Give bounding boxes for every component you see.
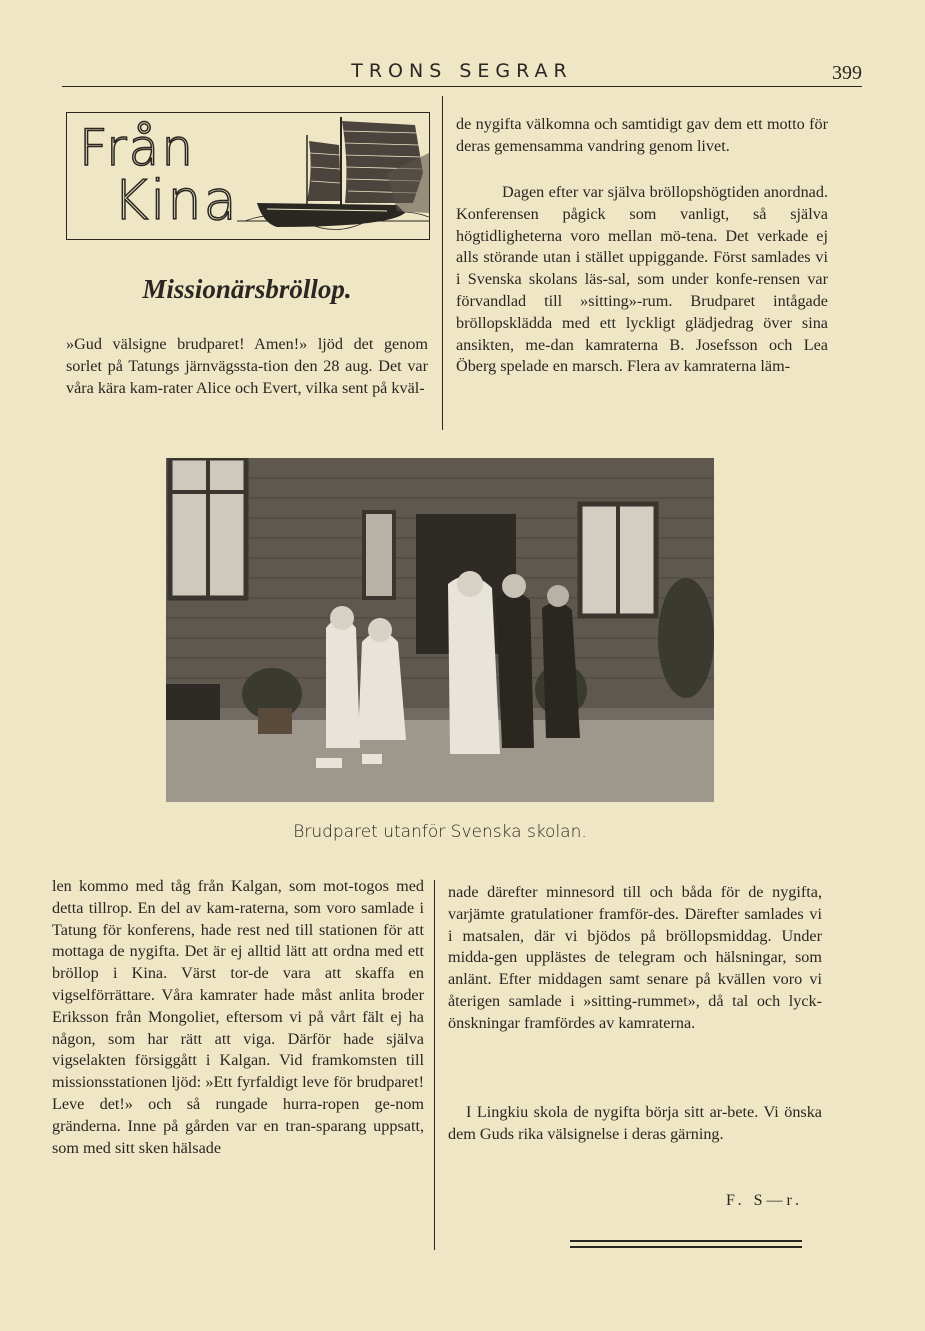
photo-caption: Brudparet utanför Svenska skolan. [293,822,587,842]
paragraph-wedding-day: Dagen efter var själva bröllopshögtiden anordnad. Konferensen pågick som vanligt, så själva högtidligheterna voro mellan mö-tena. Det verkade ej alls störande utan i stället uppiggande. Först samlades vi i Svenska skolans läs-sal, som under konfe-rensen var förvandlad till »sitting»-rum. Brudparet intågade bröllopsklädda med ett lyckligt glädjedrag över sina ansikten, me-dan kamraterna B. Josefsson och Lea Öberg spelade en marsch. Flera av kamraterna läm- [456,183,828,376]
top-column-rule [442,96,443,430]
end-rule-lower [570,1246,802,1248]
paragraph-closing: I Lingkiu skola de nygifta börja sitt ar-bete. Vi önska dem Guds rika välsignelse i deras gärning. [448,1103,822,1143]
running-title: TRONS SEGRAR [351,60,573,82]
wedding-photograph [166,458,714,802]
page-number: 399 [832,62,862,84]
chinese-junk-illustration [237,113,429,239]
paragraph-celebration: nade därefter minnesord till och båda för de nygifta, varjämte gratulationer framför-des. Därefter samlades vi i matsalen, där vi bjödos på bröllopsmiddag. Under midda-gen upplästes de telegram och hälsningar, som anlänt. Efter middagen samt senare på kvällen voro vi återigen samlade i »sitting-rummet», då tal och lyck-önskningar framfördes av kamraterna. [448,883,822,1032]
masthead-word-kina: Kina [113,169,239,232]
paragraph-opening: »Gud välsigne brudparet! Amen!» ljöd det genom sorlet på Tatungs järnvägssta-tion den 28 aug. Det var våra kära kam-rater Alice och Evert, vilka sent på kväl- [66,335,428,397]
article-headline: Missionärsbröllop. [142,274,352,304]
section-masthead [66,112,430,240]
end-rule-upper [570,1240,802,1242]
paragraph-right-continued: de nygifta välkomna och samtidigt gav dem ett motto för deras gemensamma vandring genom livet. [456,115,828,155]
paragraph-arrival: len kommo med tåg från Kalgan, som mot-togos med detta tillrop. En del av kam-raterna, som voro samlade i Tatung för konferens, hade rest ned till stationen för att mottaga de nygifta. Det är ej alltid lätt att ordna med ett bröllop i Kina. Värst tor-de vara att skaffa en vigselförrättare. Våra kamrater hade måst anlita broder Eriksson från Mongoliet, eftersom vi på vårt fält ej ha någon, som har rätt att viga. Därför hade själva vigselakten försiggått i Kalgan. Vid framkomsten till missionsstationen ljöd: »Ett fyrfaldigt leve för brudparet! Leve det!» och så rungade hurra-ropen ge-nom gränderna. Inne på gården var en tran-sparang uppsatt, som med sitt sken hälsade [52,877,424,1157]
bottom-column-rule [434,880,435,1250]
running-header [62,58,862,87]
author-signature: F. S—r. [726,1192,803,1209]
masthead-word-fran: Från [79,119,196,177]
